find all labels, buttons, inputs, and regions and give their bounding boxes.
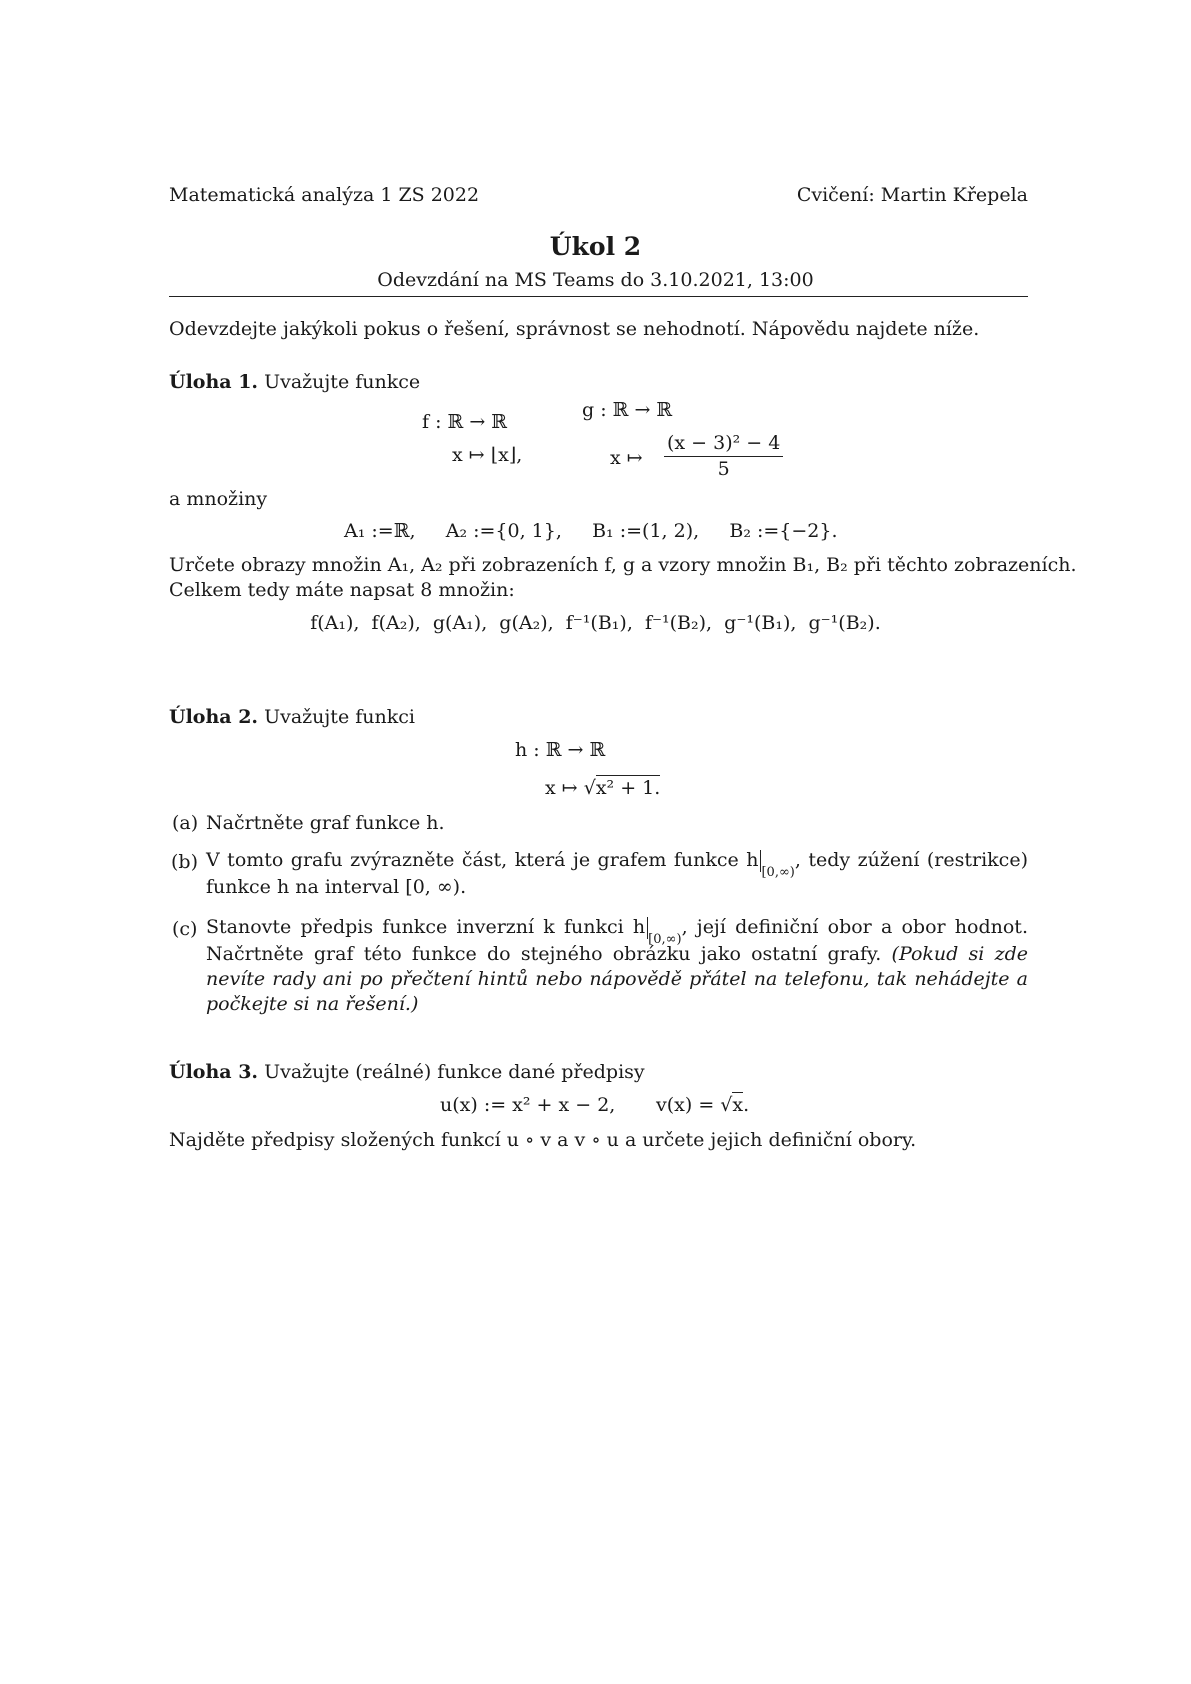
- f-definition: f : ℝ → ℝ: [422, 411, 508, 433]
- intro-text: Odevzdejte jakýkoli pokus o řešení, správnost se nehodnotí. Nápovědu najdete níže.: [169, 318, 980, 340]
- task3-heading: [169, 1063, 645, 1082]
- formula-v: [656, 1096, 749, 1115]
- task1-set-list: f(A₁), f(A₂), g(A₁), g(A₂), f⁻¹(B₁), f⁻¹(B₂), g⁻¹(B₁), g⁻¹(B₂).: [310, 612, 881, 634]
- g-definition: g : ℝ → ℝ: [582, 399, 673, 421]
- course-name: Matematická analýza 1 ZS 2022: [169, 184, 480, 206]
- title-rule: [169, 296, 1028, 297]
- sets-definition: A₁ :=ℝ, A₂ :={0, 1}, B₁ :=(1, 2), B₂ :={−2}.: [344, 520, 838, 542]
- formula-v-suffix: .: [743, 1094, 750, 1116]
- g-denominator: 5: [717, 458, 730, 480]
- task3-question: Najděte předpisy složených funkcí u ∘ v a v ∘ u a určete jejich definiční obory.: [169, 1129, 917, 1151]
- task1-instruction-2: Celkem tedy máte napsat 8 množin:: [169, 579, 515, 601]
- task1-instruction-1: Určete obrazy množin A₁, A₂ při zobrazeních f, g a vzory množin B₁, B₂ při těchto zobrazeních.: [169, 554, 1077, 576]
- task1-heading: [169, 373, 420, 392]
- task2-a-marker: (a): [172, 812, 199, 834]
- f-mapping: x ↦ ⌊x⌋,: [452, 444, 523, 466]
- tutor-name: Cvičení: Martin Křepela: [796, 184, 1028, 206]
- task3-text: Uvažujte (reálné) funkce dané předpisy: [264, 1061, 645, 1083]
- task2-b-before: V tomto grafu zvýrazněte část, která je grafem funkce h: [206, 849, 759, 871]
- task2-c-text: [206, 915, 1028, 1017]
- restriction-interval: [0,∞): [761, 865, 795, 880]
- task3-label: Úloha 3.: [169, 1061, 259, 1083]
- g-numerator: (x − 3)² − 4: [664, 434, 783, 457]
- task2-c-marker: (c): [172, 918, 198, 940]
- formula-u: u(x) := x² + x − 2,: [440, 1094, 616, 1116]
- task2-a-text: Načrtněte graf funkce h.: [206, 812, 445, 834]
- formula-v-radicand: x: [732, 1094, 744, 1116]
- page-title: Úkol 2: [549, 232, 642, 261]
- task2-text: Uvažujte funkci: [264, 706, 415, 728]
- sqrt-sign: √: [720, 1094, 733, 1116]
- g-fraction: [664, 434, 783, 479]
- deadline: Odevzdání na MS Teams do 3.10.2021, 13:00: [377, 269, 814, 291]
- task2-c-before: Stanovte předpis funkce inverzní k funkci h: [206, 916, 646, 938]
- h-mapping-x: x ↦: [545, 777, 578, 799]
- h-definition: h : ℝ → ℝ: [515, 739, 606, 761]
- task2-label: Úloha 2.: [169, 706, 259, 728]
- task1-label: Úloha 1.: [169, 371, 259, 393]
- task1-text: Uvažujte funkce: [264, 371, 421, 393]
- task2-c-note: (Pokud si zde nevíte rady ani po přečtení hintů nebo nápovědě přátel na telefonu, tak nehádejte a počkejte si na řešení.): [206, 943, 1029, 1015]
- task2-b-text: [206, 848, 1028, 900]
- task2-b-marker: (b): [171, 851, 198, 873]
- h-mapping: [545, 779, 660, 798]
- task2-heading: [169, 708, 415, 727]
- task2-b-after: , tedy zúžení (restrikce) funkce h na interval [0, ∞).: [206, 849, 1028, 898]
- task2-c-after: , její definiční obor a obor hodnot. Načrtněte graf této funkce do stejného obrázku jako ostatní grafy.: [206, 916, 1028, 965]
- h-radicand: x² + 1.: [595, 777, 661, 799]
- sets-intro: a množiny: [169, 488, 268, 510]
- sqrt-sign: √: [583, 777, 596, 799]
- g-mapping-x: x ↦: [610, 447, 643, 469]
- restriction-interval: [0,∞): [648, 932, 682, 947]
- formula-v-prefix: v(x) =: [656, 1094, 721, 1116]
